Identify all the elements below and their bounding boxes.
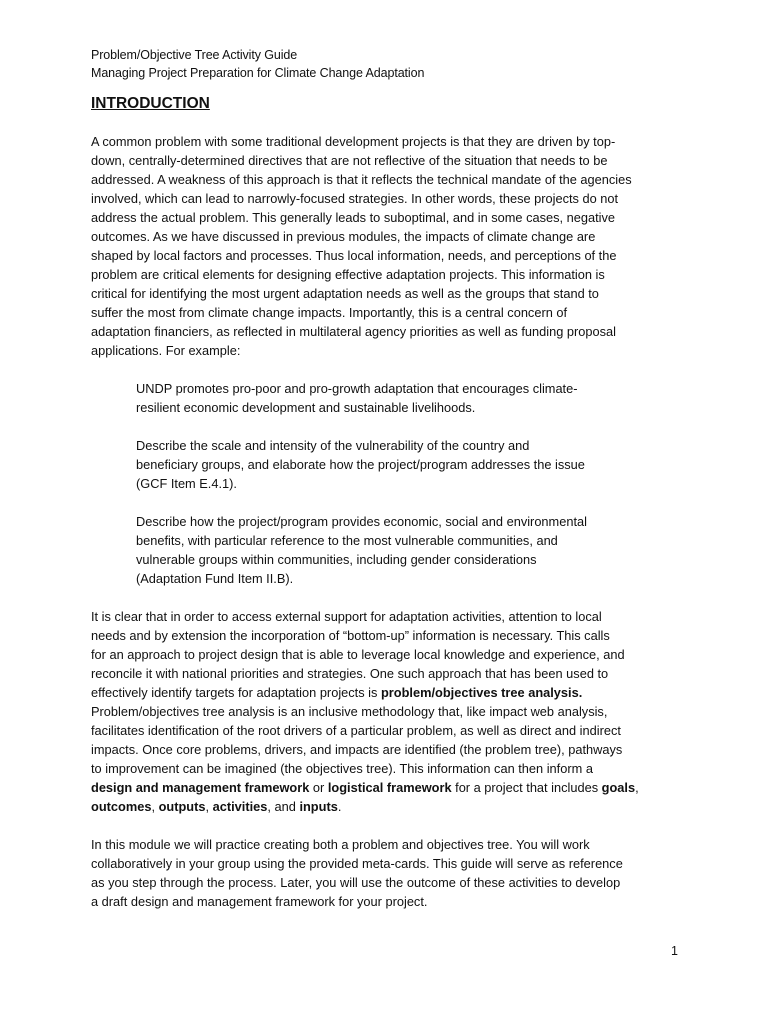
bold-term-logframe: logistical framework xyxy=(327,780,452,795)
quote-adaptation-fund: Describe how the project/program provides economic, social and environmental benefits, with particular reference to the most vulnerable communities, and vulnerable groups within communities, including gender considerations (Adaptation Fund Item II.B). xyxy=(136,514,587,586)
document-body xyxy=(91,132,691,911)
header-line-1: Problem/Objective Tree Activity Guide xyxy=(91,48,298,62)
text-run: for a project that includes xyxy=(451,780,602,795)
document-header xyxy=(91,46,424,82)
module-paragraph: In this module we will practice creating both a problem and objectives tree. You will work collaboratively in your group using the provided meta-cards. This guide will serve as reference as you step through the process. Later, you will use the outcome of these activities to develop a draft design and management framework for your project. xyxy=(91,837,623,909)
text-run: , xyxy=(151,799,159,814)
text-run: . xyxy=(337,799,342,814)
approach-paragraph xyxy=(91,607,691,816)
header-line-2: Managing Project Preparation for Climate Change Adaptation xyxy=(91,66,425,80)
bold-term-inputs: inputs xyxy=(299,799,338,814)
text-run: It is clear that in order to access external support for adaptation activities, attention to local needs and by extension the incorporation of “bottom-up” information is necessary. This calls for an approach to project design that is able to leverage local knowledge and experience, and reconcile it with national priorities and strategies. One such approach that has been used to effectively identify targets for adaptation projects is xyxy=(91,609,625,700)
text-run: , xyxy=(205,799,213,814)
quote-undp: UNDP promotes pro-poor and pro-growth adaptation that encourages climate- resilient economic development and sustainable livelihoods. xyxy=(136,381,578,415)
section-title: INTRODUCTION xyxy=(91,95,210,112)
text-run: , xyxy=(635,780,639,795)
quote-gcf: Describe the scale and intensity of the vulnerability of the country and beneficiary groups, and elaborate how the project/program addresses the issue (GCF Item E.4.1). xyxy=(136,438,585,491)
bold-term-outputs: outputs xyxy=(158,799,206,814)
page-number: 1 xyxy=(671,944,678,958)
text-run: Problem/objectives tree analysis is an inclusive methodology that, like impact web analysis, facilitates identification of the root drivers of a particular problem, as well as direct and indirect impacts. Once core problems, drivers, and impacts are identified (the problem tree), pathways to improvement can be imagined (the objectives tree). This information can then inform a xyxy=(91,704,623,776)
bold-term-outcomes: outcomes xyxy=(91,799,152,814)
text-run: , and xyxy=(267,799,300,814)
bold-term-tree-analysis: problem/objectives tree analysis. xyxy=(380,685,583,700)
bold-term-activities: activities xyxy=(212,799,268,814)
text-run: or xyxy=(309,780,328,795)
bold-term-dmf: design and management framework xyxy=(91,780,310,795)
bold-term-goals: goals xyxy=(601,780,636,795)
intro-paragraph: A common problem with some traditional development projects is that they are driven by top- down, centrally-determined directives that are not reflective of the situation that needs to be addressed. A weakness of this approach is that it reflects the technical mandate of the agencies involved, which can lead to narrowly-focused strategies. In other words, these projects do not address the actual problem. This generally leads to suboptimal, and in some cases, negative outcomes. As we have discussed in previous modules, the impacts of climate change are shaped by local factors and processes. Thus local information, needs, and perceptions of the problem are critical elements for designing effective adaptation projects. This information is critical for identifying the most urgent adaptation needs as well as the groups that stand to suffer the most from climate change impacts. Importantly, this is a central concern of adaptation financiers, as reflected in multilateral agency priorities as well as funding proposal applications. For example: xyxy=(91,134,632,358)
